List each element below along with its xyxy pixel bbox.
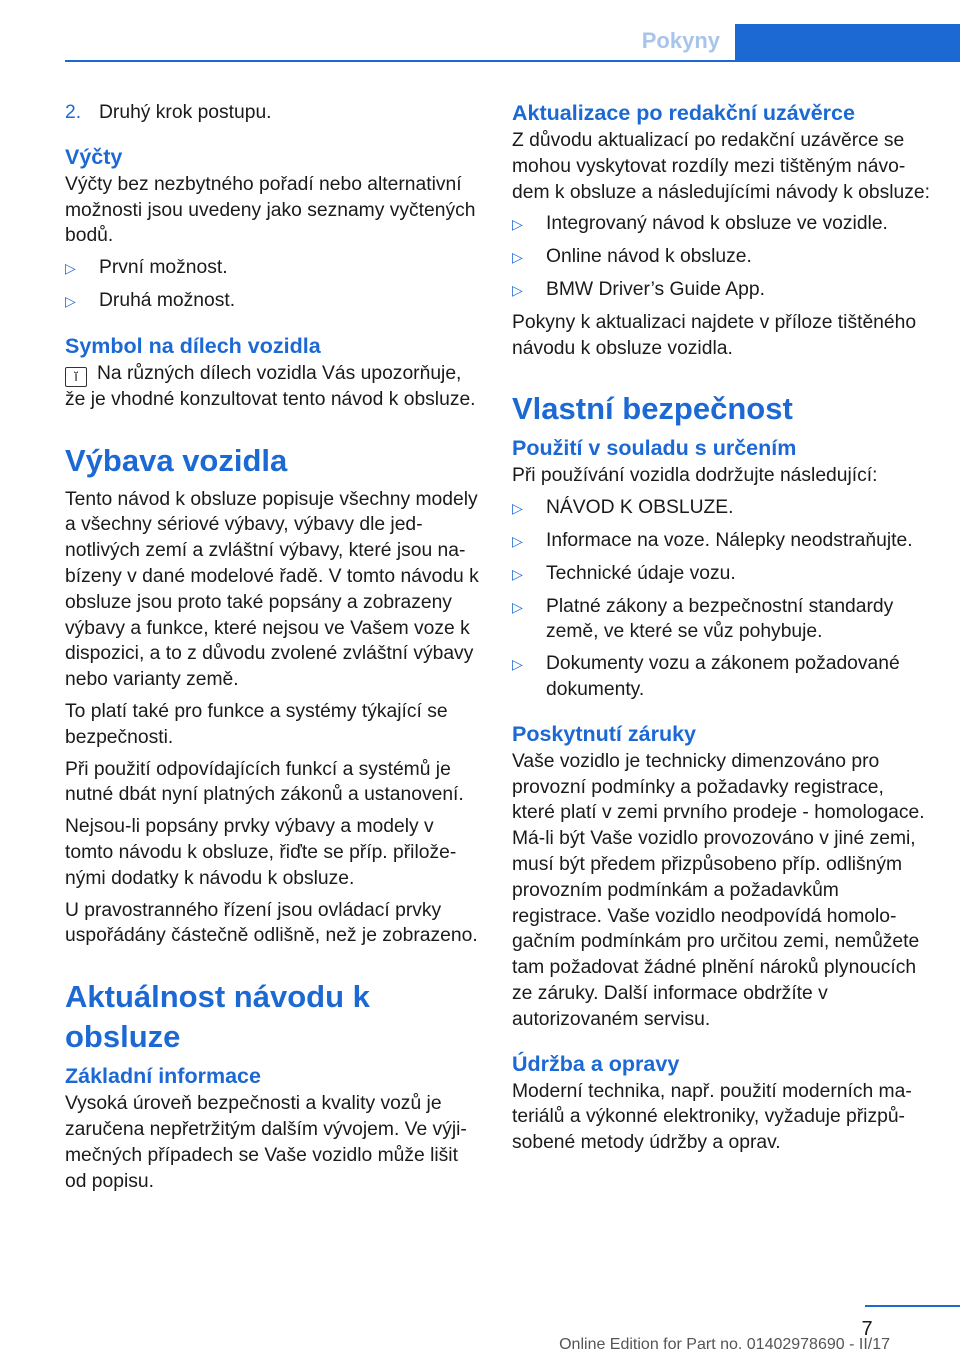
symbol-paragraph bbox=[65, 361, 480, 413]
safety-heading: Vlastní bezpečnost bbox=[512, 391, 793, 427]
list-item bbox=[512, 244, 930, 271]
bullet-triangle-icon: ▷ bbox=[512, 281, 523, 298]
actuality-heading: Aktuálnost návodu k obsluze bbox=[65, 979, 370, 1055]
update-paragraph: Z důvodu aktualizací po redakční uzávěrce se mohou vyskytovat rozdíly mezi tištěným návodem k obsluze a následujícími návody k obsluze: bbox=[512, 130, 930, 203]
list-item bbox=[512, 651, 930, 703]
list-item-text: První možnost. bbox=[99, 257, 228, 279]
bullet-triangle-icon: ▷ bbox=[512, 656, 523, 673]
numbered-step bbox=[65, 100, 480, 126]
list-item bbox=[512, 277, 930, 304]
left-column bbox=[65, 100, 480, 1200]
lists-paragraph: Výčty bez nezbytného pořadí nebo alternativní možnosti jsou uvedeny jako seznamy vyčtených bodů. bbox=[65, 173, 476, 247]
bullet-triangle-icon: ▷ bbox=[512, 532, 523, 549]
lists-heading: Výčty bbox=[65, 144, 123, 169]
list-item bbox=[512, 561, 930, 588]
step-number: 2. bbox=[65, 102, 82, 123]
list-item-text: Informace na voze. Nálepky neodstraňujte. bbox=[546, 529, 913, 551]
bullet-triangle-icon: ▷ bbox=[65, 260, 76, 277]
list-item bbox=[512, 528, 930, 555]
edition-text: Online Edition for Part no. 01402978690 - II/17 bbox=[559, 1336, 890, 1353]
header-rule bbox=[65, 60, 735, 62]
step-text: Druhý krok postupu. bbox=[99, 102, 272, 123]
list-item-text: Technické údaje vozu. bbox=[546, 562, 736, 584]
list-item bbox=[65, 288, 480, 315]
list-item bbox=[512, 594, 930, 646]
list-item-text: NÁVOD K OBSLUZE. bbox=[546, 497, 734, 519]
list-item-text: Online návod k obsluze. bbox=[546, 246, 752, 268]
bullet-triangle-icon: ▷ bbox=[65, 292, 76, 309]
warranty-paragraph: Vaše vozidlo je technicky dimenzováno pro provozní podmínky a požadavky registrace, které platí v zemi prvního prodeje - homologace. Má-li být Vaše vozidlo provozováno v jiné zemi, musí být předem přizpůsobeno příp. odlišným provozním podmínkám a požadavkům registrace. Vaše vozidlo neodpovídá homologačním podmínkám pro určitou zemi, nemůžete tam požadovat žádné plnění nároků plynoucích ze záruky. Další informace obdržíte v autorizovaném servisu. bbox=[512, 750, 925, 1030]
right-column bbox=[512, 100, 930, 1162]
bullet-triangle-icon: ▷ bbox=[512, 500, 523, 517]
warranty-heading: Poskytnutí záruky bbox=[512, 721, 696, 746]
bullet-triangle-icon: ▷ bbox=[512, 249, 523, 266]
list-item-text: Druhá možnost. bbox=[99, 289, 236, 311]
list-item-text: Dokumenty vozu a zákonem požadované dokumenty. bbox=[546, 653, 900, 700]
symbol-text: Na různých dílech vozidla Vás upozorňuje, že je vhodné konzultovat tento návod k obsluze. bbox=[65, 362, 476, 410]
bullet-triangle-icon: ▷ bbox=[512, 565, 523, 582]
use-heading: Použití v souladu s určením bbox=[512, 436, 797, 461]
list-item-text: BMW Driver’s Guide App. bbox=[546, 278, 765, 300]
equipment-paragraph-3: Při použití odpovídajících funkcí a systémů je nutné dbát nyní platných zákonů a ustanovení. bbox=[65, 758, 464, 806]
list-item bbox=[512, 211, 930, 238]
list-item bbox=[512, 495, 930, 522]
header-color-block bbox=[735, 24, 960, 62]
bullet-triangle-icon: ▷ bbox=[512, 598, 523, 615]
list-item bbox=[65, 255, 480, 282]
equipment-paragraph-4: Nejsou-li popsány prvky výbavy a modely v tomto návodu k obsluze, řiďte se příp. přiloženými dodatky k návodu k obsluze. bbox=[65, 816, 457, 889]
bullet-triangle-icon: ▷ bbox=[512, 216, 523, 233]
equipment-paragraph-2: To platí také pro funkce a systémy týkající se bezpečnosti. bbox=[65, 700, 448, 748]
section-title: Pokyny bbox=[641, 28, 720, 53]
update-heading: Aktualizace po redakční uzávěrce bbox=[512, 101, 855, 125]
manual-book-icon: ĭ bbox=[65, 367, 87, 387]
symbol-heading: Symbol na dílech vozidla bbox=[65, 333, 321, 358]
basic-info-heading: Základní informace bbox=[65, 1064, 261, 1089]
list-item-text: Integrovaný návod k obsluze ve vozidle. bbox=[546, 213, 888, 235]
equipment-paragraph-1: Tento návod k obsluze popisuje všechny modely a všechny sériové výbavy, výbavy dle jednotlivých zemí a zvláštní výbavy, které jsou nabízeny v dané modelové řadě. V tomto návodu k obsluze jsou proto také popsány a zobrazeny výbavy a funkce, které nejsou ve Vašem voze k dispozici, a to z důvodu zvolené zvláštní výbavy nebo varianty země. bbox=[65, 488, 479, 691]
equipment-paragraph-5: U pravostranného řízení jsou ovládací prvky uspořádány částečně odlišně, než je zobrazeno. bbox=[65, 899, 478, 947]
maintenance-heading: Údržba a opravy bbox=[512, 1051, 680, 1076]
maintenance-paragraph: Moderní technika, např. použití moderních materiálů a výkonné elektroniky, vyžaduje přizpůsobené metody údržby a oprav. bbox=[512, 1080, 912, 1154]
basic-info-paragraph: Vysoká úroveň bezpečnosti a kvality vozů je zaručena nepřetržitým dalším vývojem. Ve výjimečných případech se Vaše vozidlo může lišit od popisu. bbox=[65, 1093, 467, 1192]
footer-rule bbox=[865, 1305, 960, 1307]
use-paragraph: Při používání vozidla dodržujte následující: bbox=[512, 465, 878, 487]
equipment-heading: Výbava vozidla bbox=[65, 442, 288, 478]
update-note: Pokyny k aktualizaci najdete v příloze tištěného návodu k obsluze vozidla. bbox=[512, 311, 917, 359]
list-item-text: Platné zákony a bezpečnostní standardy země, ve které se vůz pohybuje. bbox=[546, 595, 894, 643]
page-number: 7 bbox=[861, 1318, 873, 1340]
